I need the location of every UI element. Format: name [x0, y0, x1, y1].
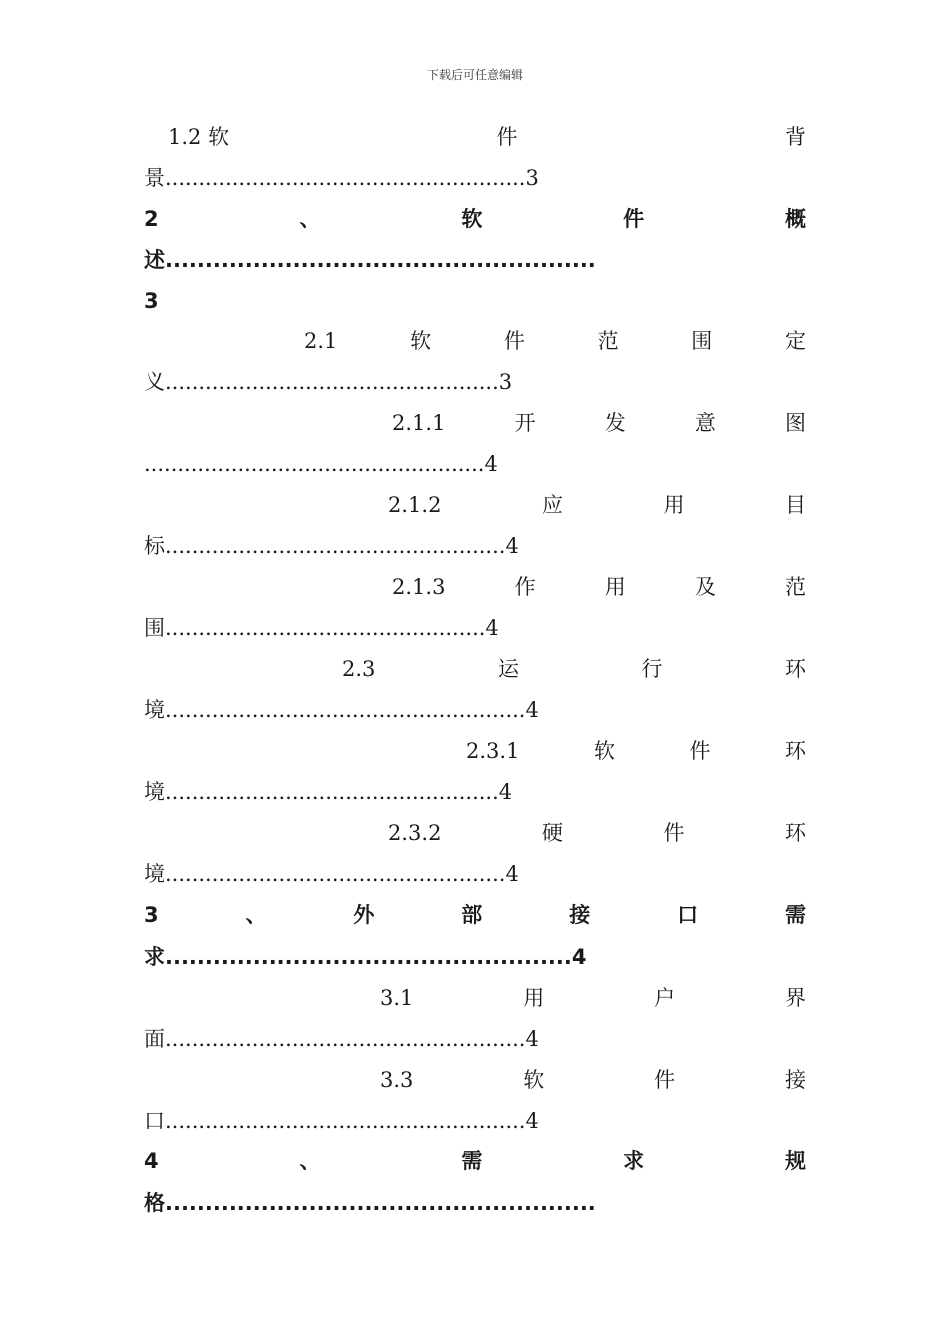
- toc-entry-2-3-2[interactable]: [388, 818, 806, 848]
- toc-leader: 述......................................................: [144, 248, 596, 272]
- toc-token: 界: [784, 986, 806, 1010]
- toc-entry-2-1-3-leader: [144, 613, 806, 643]
- toc-leader: 义..................................................3: [144, 370, 513, 394]
- toc-entry-2-1[interactable]: [304, 326, 806, 356]
- toc-token: 软: [410, 329, 432, 353]
- toc-entry-2-1-leader: [144, 367, 806, 397]
- toc-entry-4-leader: [144, 1188, 806, 1218]
- toc-leader: 境...................................................4: [144, 862, 519, 886]
- toc-token: 用: [663, 493, 685, 517]
- toc-token: 1.2 软: [168, 125, 230, 149]
- toc-token: 件: [623, 207, 645, 231]
- toc-entry-3-3[interactable]: [380, 1065, 806, 1095]
- toc-token: 开: [514, 411, 536, 435]
- toc-token: 口: [677, 903, 699, 927]
- toc-token: 需: [461, 1149, 483, 1173]
- toc-token: 图: [785, 411, 806, 435]
- toc-token: 4: [144, 1149, 159, 1173]
- toc-entry-2-page: [144, 286, 806, 316]
- toc-token: 及: [694, 575, 716, 599]
- toc-leader: 求...................................................4: [144, 945, 587, 969]
- toc-token: 作: [514, 575, 536, 599]
- toc-token: 环: [784, 821, 806, 845]
- toc-entry-2-3-2-leader: [144, 859, 806, 889]
- toc-entry-2-1-1-leader: [144, 449, 806, 479]
- toc-token: 运: [497, 657, 519, 681]
- toc-entry-2-1-3[interactable]: [392, 572, 806, 602]
- toc-token: 环: [785, 657, 806, 681]
- toc-token: 求: [623, 1149, 645, 1173]
- toc-page-number: 3: [144, 289, 159, 313]
- toc-token: 接: [569, 903, 591, 927]
- toc-entry-2-3-1-leader: [144, 777, 806, 807]
- toc-entry-2-1-1[interactable]: [392, 408, 806, 438]
- toc-token: 户: [654, 986, 676, 1010]
- toc-token: 、: [245, 903, 267, 927]
- toc-token: 件: [689, 739, 711, 763]
- toc-entry-3-leader: [144, 942, 806, 972]
- toc-token: 件: [663, 821, 685, 845]
- toc-token: 2.1.3: [392, 575, 446, 599]
- toc-token: 用: [604, 575, 626, 599]
- toc-token: 外: [353, 903, 375, 927]
- toc-entry-3-1-leader: [144, 1024, 806, 1054]
- toc-leader: 标...................................................4: [144, 534, 519, 558]
- toc-token: 意: [694, 411, 716, 435]
- toc-leader: 面......................................................4: [144, 1027, 539, 1051]
- toc-token: 应: [541, 493, 563, 517]
- toc-entry-2-3-1[interactable]: [466, 736, 806, 766]
- toc-token: 行: [641, 657, 663, 681]
- toc-token: 需: [784, 903, 806, 927]
- toc-leader: 围................................................4: [144, 616, 499, 640]
- toc-token: 2.1: [304, 329, 338, 353]
- toc-token: 、: [299, 207, 321, 231]
- toc-token: 2.3: [342, 657, 376, 681]
- toc-token: 用: [523, 986, 545, 1010]
- toc-leader: 境..................................................4: [144, 780, 513, 804]
- toc-entry-1-2-leader: [144, 163, 806, 193]
- toc-token: 定: [785, 329, 806, 353]
- toc-token: 目: [784, 493, 806, 517]
- toc-entry-3[interactable]: [144, 900, 806, 930]
- toc-token: 规: [785, 1149, 806, 1173]
- toc-entry-2-1-2-leader: [144, 531, 806, 561]
- toc-token: 、: [299, 1149, 321, 1173]
- toc-token: 环: [784, 739, 806, 763]
- toc-token: 2.1.2: [388, 493, 442, 517]
- toc-token: 接: [784, 1068, 806, 1092]
- toc-entry-1-2[interactable]: [168, 122, 806, 152]
- toc-entry-3-3-leader: [144, 1106, 806, 1136]
- toc-entry-2-1-2[interactable]: [388, 490, 806, 520]
- toc-token: 件: [503, 329, 525, 353]
- page-header: 下载后可任意编辑: [426, 68, 523, 82]
- toc-token: 2.3.2: [388, 821, 442, 845]
- toc-token: 3.3: [380, 1068, 414, 1092]
- toc-token: 2.3.1: [466, 739, 520, 763]
- toc-leader: ...................................................4: [144, 452, 498, 476]
- toc-entry-2-3[interactable]: [342, 654, 806, 684]
- toc-leader: 境......................................................4: [144, 698, 539, 722]
- toc-token: 3.1: [380, 986, 414, 1010]
- toc-token: 件: [654, 1068, 676, 1092]
- toc-token: 背: [784, 125, 806, 149]
- toc-token: 围: [691, 329, 713, 353]
- toc-token: 部: [461, 903, 483, 927]
- toc-token: 硬: [541, 821, 563, 845]
- toc-leader: 景......................................................3: [144, 166, 539, 190]
- toc-leader: 口......................................................4: [144, 1109, 539, 1133]
- toc-entry-2-3-leader: [144, 695, 806, 725]
- toc-token: 范: [785, 575, 806, 599]
- toc-token: 2.1.1: [392, 411, 446, 435]
- toc-token: 范: [597, 329, 619, 353]
- toc-entry-3-1[interactable]: [380, 983, 806, 1013]
- toc-entry-2[interactable]: [144, 204, 806, 234]
- toc-token: 软: [461, 207, 483, 231]
- toc-token: 软: [593, 739, 615, 763]
- toc-token: 2: [144, 207, 159, 231]
- toc-token: 软: [523, 1068, 545, 1092]
- toc-token: 概: [785, 207, 806, 231]
- toc-token: 件: [496, 125, 518, 149]
- toc-entry-4[interactable]: [144, 1146, 806, 1176]
- toc-leader: 格......................................................: [144, 1191, 596, 1215]
- toc-token: 3: [144, 903, 159, 927]
- toc-token: 发: [604, 411, 626, 435]
- toc-entry-2-leader: [144, 245, 806, 275]
